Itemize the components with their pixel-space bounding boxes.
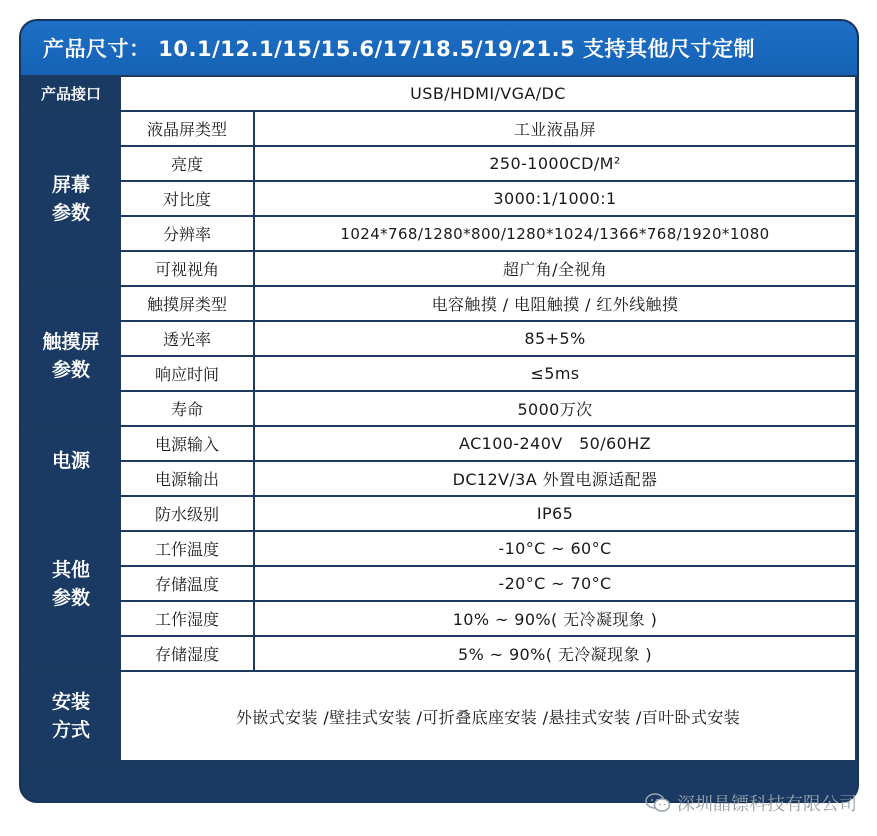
watermark-text: 深圳晶镖科技有限公司 [677,794,857,815]
product-size-header: 产品尺寸： 10.1/12.1/15/15.6/17/18.5/19/21.5 支持其他尺寸定制 [21,21,857,75]
table-row [22,391,856,426]
table-row [22,356,856,391]
row-value: 10% ~ 90%( 无冷凝现象 ) [254,601,856,636]
table-row [22,566,856,601]
table-row [22,671,856,761]
row-label: 存储湿度 [120,636,254,671]
row-value: 85+5% [254,321,856,356]
table-row [22,216,856,251]
table-row [22,181,856,216]
row-value: 5% ~ 90%( 无冷凝现象 ) [254,636,856,671]
row-label: 存储温度 [120,566,254,601]
table-row [22,461,856,496]
table-row [22,286,856,321]
category-other [22,496,120,671]
row-label: 透光率 [120,321,254,356]
row-label: 响应时间 [120,356,254,391]
category-touch [22,286,120,426]
row-value: 工业液晶屏 [254,111,856,146]
table-row [22,601,856,636]
row-label: 可视视角 [120,251,254,286]
row-value: 超广角/全视角 [254,251,856,286]
category-screen [22,111,120,286]
row-value: 1024*768/1280*800/1280*1024/1366*768/1920*1080 [254,216,856,251]
table-row [22,251,856,286]
category-other-label: 其他参数 [51,558,90,609]
row-value: IP65 [254,496,856,531]
row-value: 电容触摸 / 电阻触摸 / 红外线触摸 [254,286,856,321]
category-screen-label: 屏幕参数 [51,173,90,224]
table-row [22,111,856,146]
table-row [22,76,856,111]
row-value: DC12V/3A 外置电源适配器 [254,461,856,496]
category-install-label: 安装方式 [51,691,90,741]
row-value: ≤5ms [254,356,856,391]
table-row [22,321,856,356]
install-value: 外嵌式安装 /壁挂式安装 /可折叠底座安装 /悬挂式安装 /百叶卧式安装 [120,671,856,761]
row-label: 对比度 [120,181,254,216]
row-label: 亮度 [120,146,254,181]
row-label: 工作湿度 [120,601,254,636]
spec-table [21,75,857,762]
wechat-icon [645,793,671,813]
interface-value: USB/HDMI/VGA/DC [120,76,856,111]
category-power: 电源 [22,426,120,496]
category-interface: 产品接口 [22,76,120,111]
table-row [22,496,856,531]
row-label: 寿命 [120,391,254,426]
row-label: 电源输出 [120,461,254,496]
category-touch-label: 触摸屏参数 [42,331,100,381]
table-row [22,636,856,671]
row-label: 液晶屏类型 [120,111,254,146]
row-label: 分辨率 [120,216,254,251]
row-value: 250-1000CD/M² [254,146,856,181]
category-install [22,671,120,761]
row-value: -20°C ~ 70°C [254,566,856,601]
table-row [22,146,856,181]
row-value: AC100-240V 50/60HZ [254,426,856,461]
table-row [22,426,856,461]
table-row [22,531,856,566]
spec-sheet [19,19,859,803]
row-label: 防水级别 [120,496,254,531]
row-value: 3000:1/1000:1 [254,181,856,216]
row-label: 触摸屏类型 [120,286,254,321]
row-value: -10°C ~ 60°C [254,531,856,566]
row-label: 电源输入 [120,426,254,461]
watermark [645,790,857,816]
row-label: 工作温度 [120,531,254,566]
row-value: 5000万次 [254,391,856,426]
